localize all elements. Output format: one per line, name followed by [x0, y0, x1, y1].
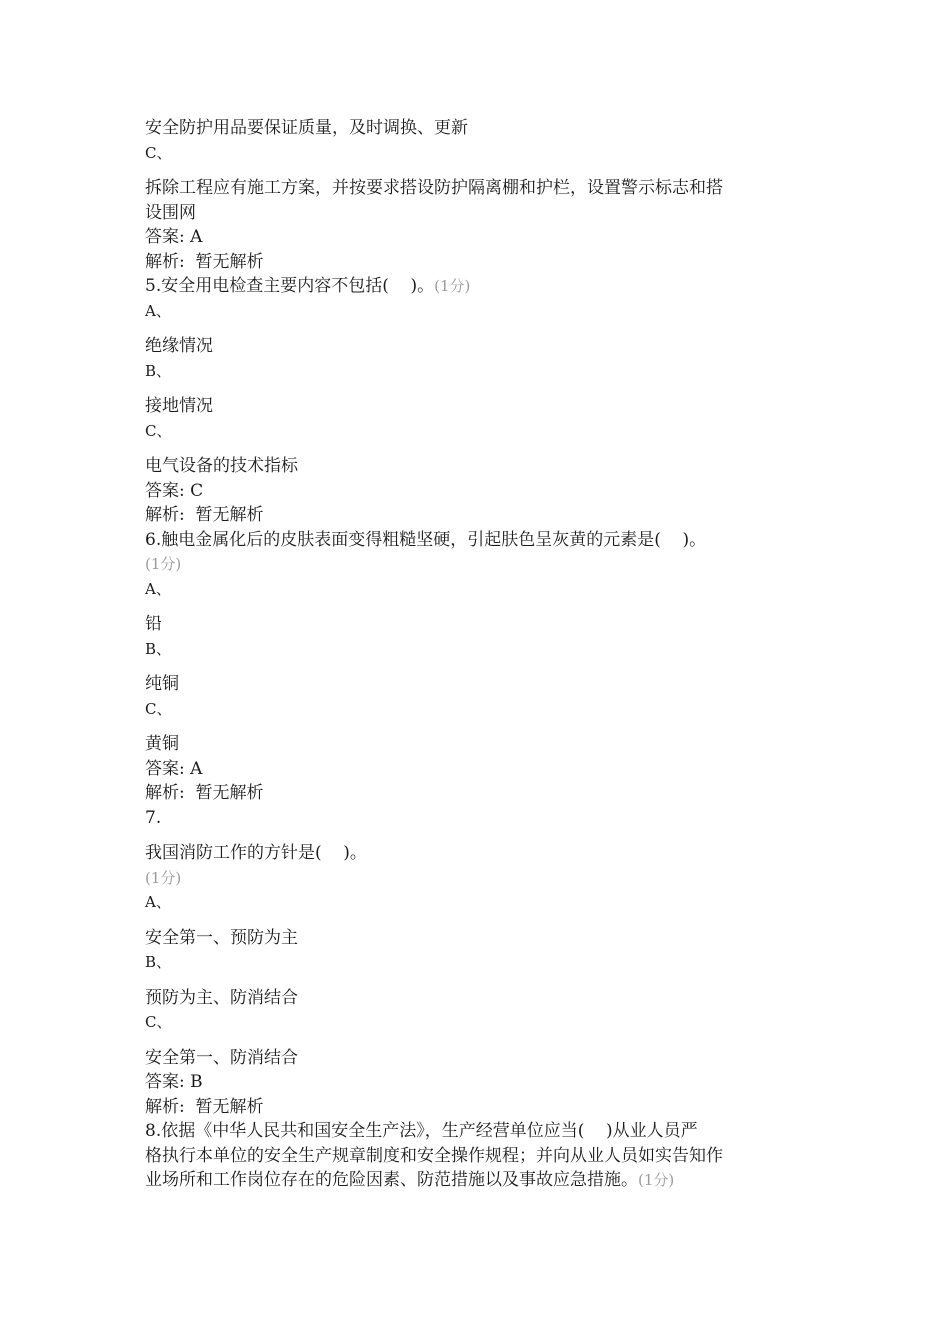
answer-line: 答案: A	[145, 227, 203, 247]
option-text: 铅	[145, 614, 162, 634]
question-8: 8.依据《中华人民共和国安全生产法》，生产经营单位应当( )从业人员严	[145, 1121, 698, 1141]
option-text: 安全第一、防消结合	[145, 1047, 298, 1068]
question-score: (1分)	[145, 555, 182, 573]
option-text: 设围网	[145, 202, 196, 223]
question-text: 5.安全用电检查主要内容不包括( )。	[145, 276, 435, 296]
exam-content	[145, 116, 810, 1193]
option-text: 拆除工程应有施工方案，并按要求搭设防护隔离棚和护栏，设置警示标志和搭	[145, 178, 723, 198]
option-label: A、	[145, 301, 171, 320]
option-text: 电气设备的技术指标	[145, 456, 298, 476]
answer-line: 答案: C	[145, 480, 204, 501]
question-7: 我国消防工作的方针是( )。	[145, 843, 367, 863]
option-label: C、	[145, 421, 172, 440]
option-label: B、	[145, 639, 172, 658]
analysis-line: 解析: 暂无解析	[145, 1096, 264, 1117]
answer-line: 答案: B	[145, 1072, 203, 1092]
option-label: C、	[145, 1013, 172, 1031]
answer-line: 答案: A	[145, 758, 203, 779]
question-8-end	[145, 1168, 810, 1193]
question-6: 6.触电金属化后的皮肤表面变得粗糙坚硬，引起肤色呈灰黄的元素是( )。	[145, 529, 707, 550]
analysis-line: 解析: 暂无解析	[145, 505, 264, 525]
option-text: 纯铜	[145, 674, 179, 694]
option-label: C、	[145, 143, 172, 162]
option-text: 黄铜	[145, 734, 179, 754]
option-text: 安全防护用品要保证质量，及时调换、更新	[145, 118, 468, 138]
question-score: (1分)	[145, 868, 182, 887]
option-label: C、	[145, 699, 172, 718]
option-label: A、	[145, 579, 171, 598]
question-score: (1分)	[434, 277, 471, 295]
question-text: 业场所和工作岗位存在的危险因素、防范措施以及事故应急措施。	[145, 1170, 638, 1190]
option-label: B、	[145, 361, 172, 380]
option-text: 绝缘情况	[145, 336, 213, 356]
option-label: B、	[145, 953, 172, 971]
option-text: 预防为主、防消结合	[145, 987, 298, 1008]
analysis-line: 解析: 暂无解析	[145, 251, 264, 272]
option-text: 接地情况	[145, 396, 213, 416]
question-7-number: 7.	[145, 807, 162, 828]
option-label: A、	[145, 893, 171, 911]
question-score: (1分)	[638, 1171, 675, 1189]
question-8-cont: 格执行本单位的安全生产规章制度和安全操作规程；并向从业人员如实告知作	[145, 1145, 723, 1166]
question-5	[145, 274, 810, 299]
analysis-line: 解析: 暂无解析	[145, 783, 264, 803]
option-text: 安全第一、预防为主	[145, 927, 298, 948]
